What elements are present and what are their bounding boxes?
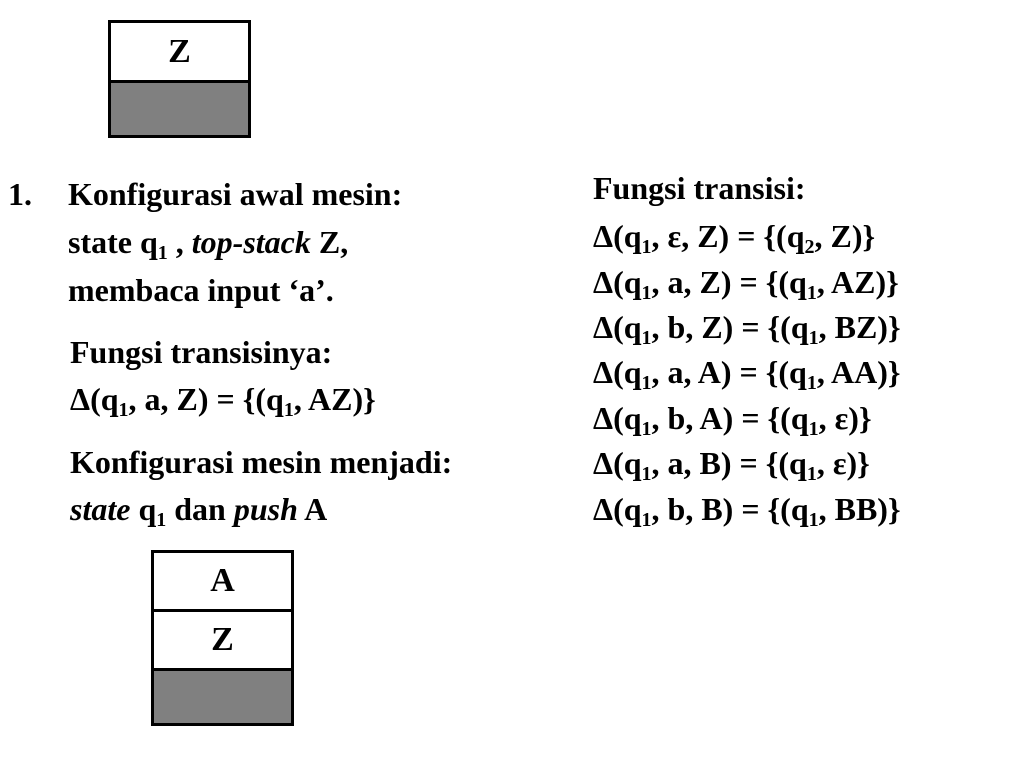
transition-rule: $\Delta(q_1$, a, $Z) = \{(q_1$, AZ)} [593, 264, 899, 304]
initial-config-state-line: state $q_1$ , top-stack Z, [68, 224, 349, 264]
transition-rule: $\Delta(q_1$, ε, $Z) = \{(q_2$, Z)} [593, 218, 876, 258]
stack-cell-top: Z [111, 23, 248, 83]
stack-bottom [111, 83, 248, 135]
new-config-line: state $q_1$ dan push A [70, 491, 328, 531]
list-number: 1. [8, 176, 32, 212]
transition-subheading: Fungsi transisinya: [70, 334, 333, 370]
transition-rule: $\Delta(q_1$, b, $Z) = \{(q_1$, BZ)} [593, 309, 901, 349]
stack-after-push [151, 550, 294, 726]
new-config-heading: Konfigurasi mesin menjadi: [70, 444, 453, 480]
transition-rule: $\Delta(q_1$, b, $A) = \{(q_1$, ε)} [593, 400, 872, 440]
transition-rule: $\Delta(q_1$, a, $A) = \{(q_1$, AA)} [593, 354, 901, 394]
initial-config-input-line: membaca input ‘a’. [68, 272, 334, 308]
initial-config-heading: Konfigurasi awal mesin: [68, 176, 403, 212]
applied-transition-rule: $\Delta(q_1$, a, $Z) = \{(q_1$, AZ)} [70, 381, 376, 421]
stack-cell-top: A [154, 553, 291, 612]
initial-stack [108, 20, 251, 138]
transition-rule: $\Delta(q_1$, b, $B) = \{(q_1$, BB)} [593, 491, 901, 531]
transition-function-heading: Fungsi transisi: [593, 170, 806, 206]
stack-cell-second: Z [154, 612, 291, 671]
transition-rule: $\Delta(q_1$, a, $B) = \{(q_1$, ε)} [593, 445, 870, 485]
stack-bottom [154, 671, 291, 723]
